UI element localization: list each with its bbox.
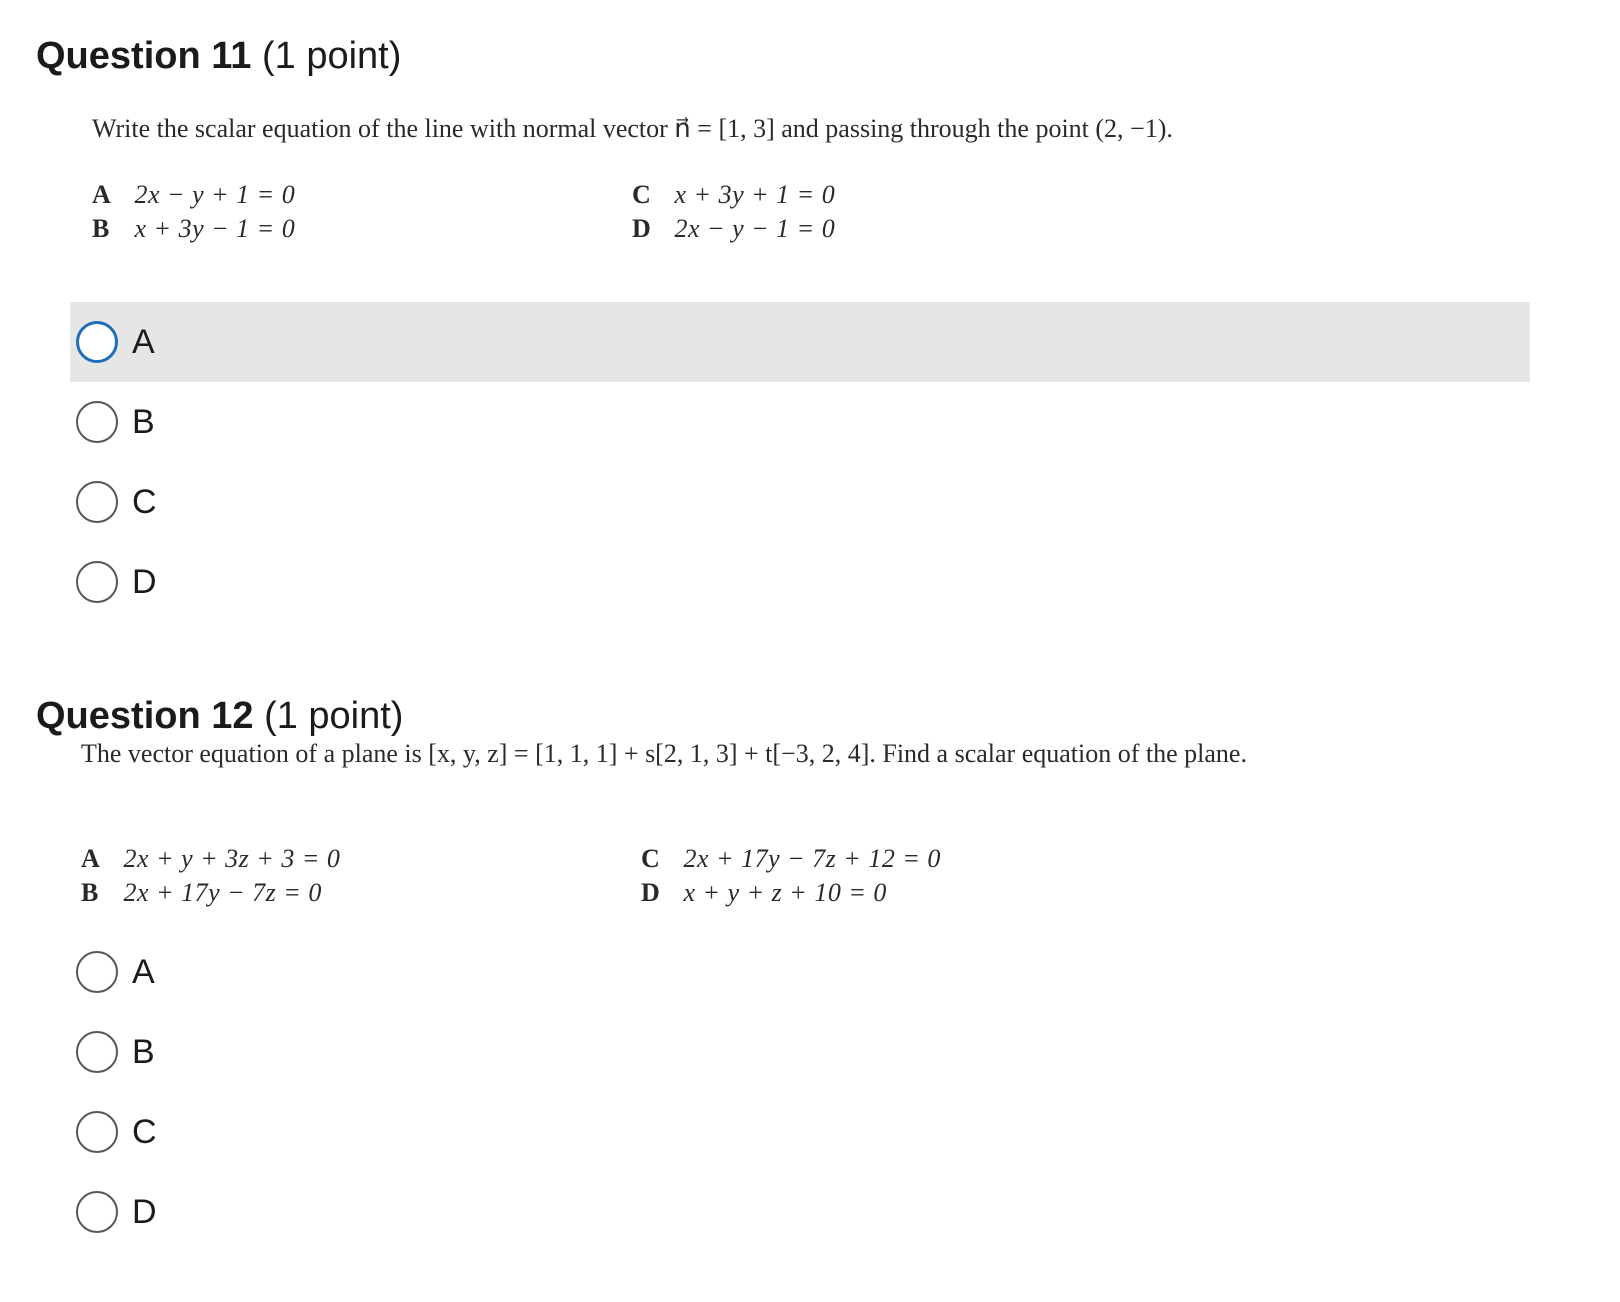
choice-letter: A <box>92 180 111 209</box>
choice-d <box>641 876 887 910</box>
radio-options <box>70 302 1530 622</box>
question-points: (1 point) <box>261 35 402 77</box>
question-points: (1 point) <box>264 695 404 737</box>
choice-equation: 2x + 17y − 7z = 0 <box>123 878 322 907</box>
choice-letter: D <box>632 214 651 243</box>
option-label[interactable]: A <box>132 953 155 991</box>
option-d[interactable] <box>70 1172 1530 1252</box>
choice-equation: 2x − y − 1 = 0 <box>674 214 836 243</box>
option-b[interactable] <box>70 382 1530 462</box>
choice-equation: 2x − y + 1 = 0 <box>134 180 296 209</box>
radio-button[interactable] <box>76 321 118 363</box>
radio-button[interactable] <box>76 561 118 603</box>
choice-equation: x + 3y − 1 = 0 <box>134 214 296 243</box>
choice-equation: 2x + 17y − 7z + 12 = 0 <box>683 844 941 873</box>
radio-button[interactable] <box>76 1031 118 1073</box>
choice-a <box>81 842 340 876</box>
question-title: Question 12 <box>36 695 254 737</box>
choice-b <box>92 212 295 246</box>
option-label[interactable]: D <box>132 563 157 601</box>
option-label[interactable]: A <box>132 323 155 361</box>
question-heading <box>36 34 401 78</box>
radio-button[interactable] <box>76 1111 118 1153</box>
radio-button[interactable] <box>76 1191 118 1233</box>
question-title: Question 11 <box>36 35 252 77</box>
option-label[interactable]: D <box>132 1193 157 1231</box>
choice-c <box>632 178 835 212</box>
option-c[interactable] <box>70 462 1530 542</box>
option-label[interactable]: C <box>132 483 157 521</box>
choice-letter: B <box>81 878 99 907</box>
radio-button[interactable] <box>76 951 118 993</box>
choice-equation: x + y + z + 10 = 0 <box>683 878 887 907</box>
choice-letter: D <box>641 878 660 907</box>
option-a[interactable] <box>70 302 1530 382</box>
choice-a <box>92 178 295 212</box>
choice-equation: 2x + y + 3z + 3 = 0 <box>123 844 341 873</box>
choice-b <box>81 876 322 910</box>
choice-equation: x + 3y + 1 = 0 <box>674 180 836 209</box>
option-d[interactable] <box>70 542 1530 622</box>
choice-letter: B <box>92 214 110 243</box>
choice-letter: A <box>81 844 100 873</box>
option-label[interactable]: B <box>132 1033 155 1071</box>
option-label[interactable]: B <box>132 403 155 441</box>
question-stem: Write the scalar equation of the line with normal vector n⃗ = [1, 3] and passing through the point (2, −1). <box>92 114 1173 143</box>
radio-button[interactable] <box>76 481 118 523</box>
choice-letter: C <box>641 844 660 873</box>
radio-options <box>70 932 1530 1252</box>
choice-d <box>632 212 835 246</box>
option-label[interactable]: C <box>132 1113 157 1151</box>
option-c[interactable] <box>70 1092 1530 1172</box>
option-a[interactable] <box>70 932 1530 1012</box>
choice-c <box>641 842 941 876</box>
question-heading <box>36 694 403 738</box>
radio-button[interactable] <box>76 401 118 443</box>
option-b[interactable] <box>70 1012 1530 1092</box>
choice-letter: C <box>632 180 651 209</box>
question-stem: The vector equation of a plane is [x, y, z] = [1, 1, 1] + s[2, 1, 3] + t[−3, 2, 4]. Find a scalar equation of the plane. <box>81 739 1247 768</box>
